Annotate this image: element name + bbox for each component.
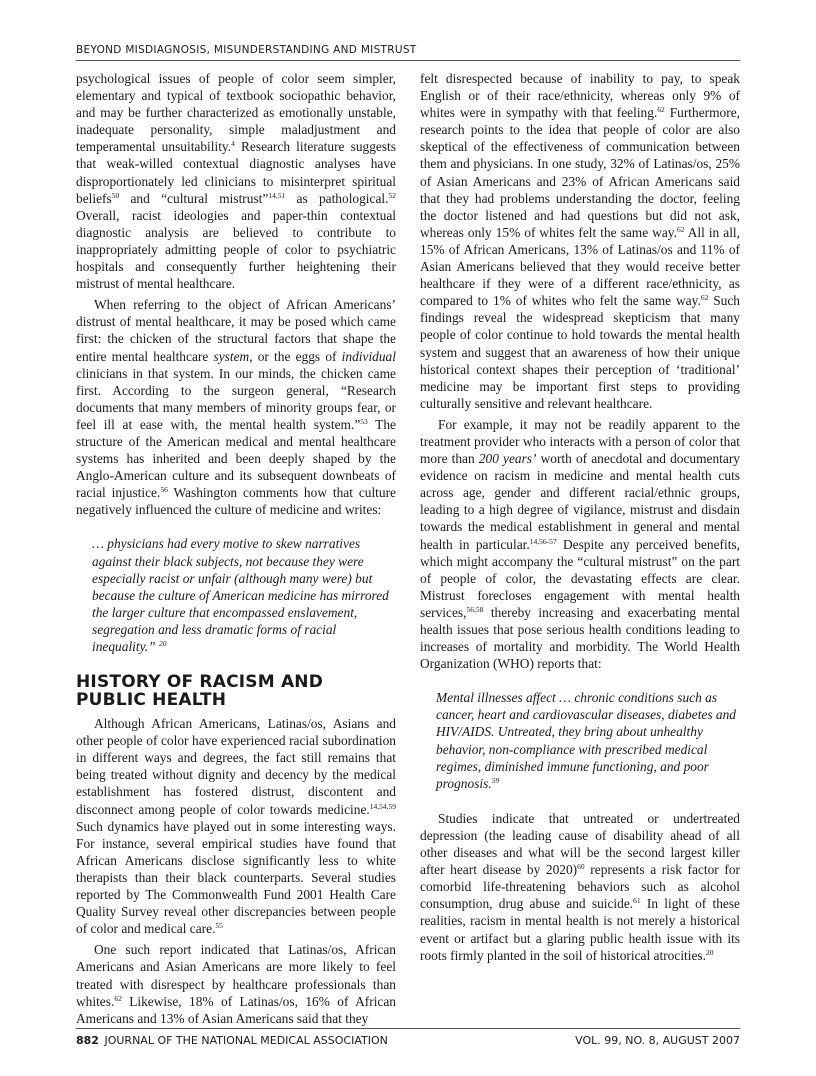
text-run: Although African Americans, Latinas/os, Asians and other people of color have experienced racial subordination in different ways and degrees, the fact still remains that being treated without dignity and decency by the medical establishment has fostered distrust, discontent and disconnect among people of color towards medicine. [76, 716, 396, 817]
block-quote [92, 535, 396, 655]
text-run: For example, it may not be readily apparent to the treatment provider who interacts with a person of color that more than [420, 416, 740, 467]
citation-ref: 20 [158, 639, 167, 648]
section-heading [76, 673, 396, 709]
footer-rule [76, 1028, 740, 1029]
text-run: felt disrespected because of inability to pay, to speak English or of their race/ethnicity, whereas only 9% of whites were in sympathy with that feeling. [420, 71, 740, 121]
citation-ref: 56,58 [466, 604, 484, 614]
quote-text: Mental illnesses affect … chronic conditions such as cancer, heart and cardiovascular diseases, diabetes and HIV/AIDS. Untreated, they bring about unhealthy behavior, non-compliance with prescribed medical regimes, diminished immune functioning, and poor prognosis. [436, 690, 736, 791]
body-paragraph [420, 70, 740, 412]
footer-issue: VOL. 99, NO. 8, AUGUST 2007 [575, 1034, 740, 1047]
text-run: Overall, racist ideologies and paper-thin contextual diagnostic analysis are believed to contribute to inappropriately admitting people of color to psychiatric hospitals and consequently further heightening their mistrust of mental healthcare. [76, 207, 396, 292]
text-run: Washington comments how that culture negatively influenced the culture of medicine and writes: [76, 485, 397, 518]
header-rule [76, 60, 740, 61]
emphasis: 200 years’ [478, 451, 537, 467]
citation-ref: 62 [657, 105, 665, 115]
journal-name: JOURNAL OF THE NATIONAL MEDICAL ASSOCIATION [104, 1034, 388, 1047]
text-run: Research literature suggests that weak-willed contextual diagnostic analyses have disproportionately led clinicians to misinterpret spiritual beliefs [76, 139, 396, 206]
citation-ref: 14,56-57 [529, 536, 557, 546]
block-quote [436, 689, 740, 792]
text-run: thereby increasing and exacerbating mental health issues that pose serious health conditions leading to increases of mortality and morbidity. The World Health Organization (WHO) reports that: [420, 604, 740, 672]
text-run: Furthermore, research points to the idea that people of color are also skeptical of the effectiveness of communication between them and physicians. In one study, 32% of Latinas/os, 25% of Asian Americans and 23% of African Americans said that they had problems understanding the doctor, feeling the doctor listened and had questions but did not ask, whereas only 15% of whites felt the same way. [420, 105, 740, 240]
right-column [420, 70, 740, 964]
citation-ref: 56 [160, 485, 168, 495]
citation-ref: 14,51 [268, 190, 286, 200]
body-paragraph [420, 416, 740, 672]
emphasis: system [213, 348, 250, 364]
citation-ref: 53 [360, 416, 368, 426]
text-run: Such findings reveal the widespread skepticism that many people of color continue to hold towards the mental health system and suggest that an awareness of how their unique historical context shapes their perception of ‘traditional’ medicine may be important first steps to providing culturally sensitive and relevant healthcare. [420, 293, 740, 411]
text-run: In light of these realities, racism in mental health is not merely a historical event or artifact but a glaring public health issue with its roots firmly planted in the soil of historical atrocities. [420, 896, 740, 963]
body-paragraph [76, 715, 396, 937]
text-run: clinicians in that system. In our minds, the chicken came first. According to the surgeon general, “Research documents that many members of minority groups fear, or feel ill at ease with, the mental health system.” [76, 365, 396, 432]
footer-journal [76, 1034, 388, 1047]
citation-ref: 62 [114, 993, 122, 1003]
text-run: Studies indicate that untreated or undertreated depression (the leading cause of disability ahead of all other diseases and what will be the second largest killer after heart disease by 2020) [420, 810, 740, 878]
text-run: as pathological. [285, 190, 389, 206]
citation-ref: 4 [231, 139, 235, 149]
page-number: 882 [76, 1034, 99, 1047]
text-run: Such dynamics have played out in some interesting ways. For instance, several empirical studies have found that African Americans disclose significantly less to white therapists than their black counterparts. Several studies reported by The Commonwealth Fund 2001 Health Care Quality Survey reveal other discrepancies between people of color and medical care. [76, 818, 396, 937]
heading-line: HISTORY OF RACISM AND [76, 672, 324, 693]
body-paragraph [76, 296, 396, 518]
text-run: The structure of the American medical and mental healthcare systems has inherited and been deeply shaped by the Anglo-American culture and its subsequent downbeats of racial injustice. [76, 416, 396, 501]
text-run: represents a risk factor for comorbid life-threatening behaviors such as alcohol consumption, drug abuse and suicide. [420, 862, 740, 912]
text-run: , or the eggs of [249, 348, 342, 364]
body-paragraph [420, 810, 740, 964]
citation-ref: 62 [700, 293, 709, 303]
text-run: All in all, 15% of African Americans, 13% of Latinas/os and 11% of Asian Americans believed that they would receive better healthcare if they were of a different race/ethnicity, as compared to 1% of whites who felt the same way. [420, 224, 740, 309]
citation-ref: 52 [388, 190, 396, 200]
text-run: psychological issues of people of color seem simpler, elementary and typical of textbook sociopathic behavior, and may be further characterized as emotionally unstable, inadequate personality, simple maladjustment and temperamental unsuitability. [76, 71, 396, 155]
citation-ref: 62 [676, 224, 685, 234]
text-run: One such report indicated that Latinas/os, African Americans and Asian Americans are more likely to feel treated with disrespect by healthcare professionals than whites. [76, 942, 396, 1009]
quote-text: … physicians had every motive to skew narratives against their black subjects, not because they were especially racist or unfair (although many were) but because the culture of American medicine has mirrored the larger culture that encompassed enslavement, segregation and less dramatic forms of racial inequality.” [92, 536, 389, 654]
left-column [76, 70, 396, 1027]
text-run: Likewise, 18% of Latinas/os, 16% of African Americans and 13% of Asian Americans said that they [76, 993, 396, 1026]
citation-ref: 61 [633, 896, 641, 906]
text-run: When referring to the object of African Americans’ distrust of mental healthcare, it may be posed which came first: the chicken of the structural factors that shape the entire mental healthcare [76, 297, 396, 364]
text-run: Despite any perceived benefits, which might accompany the “cultural mistrust” on the part of people of color, the devastating effects are clear. Mistrust forecloses engagement with mental health services, [420, 536, 740, 620]
citation-ref: 50 [111, 190, 120, 200]
citation-ref: 20 [705, 947, 714, 957]
text-run: and “cultural mistrust” [119, 190, 269, 206]
heading-line: PUBLIC HEALTH [76, 690, 227, 711]
body-paragraph [76, 941, 396, 1026]
running-head: BEYOND MISDIAGNOSIS, MISUNDERSTANDING AND MISTRUST [76, 44, 417, 56]
body-paragraph [76, 70, 396, 292]
emphasis: individual [341, 348, 396, 364]
citation-ref: 60 [577, 862, 585, 872]
citation-ref: 55 [215, 921, 223, 931]
text-run: worth of anecdotal and documentary evidence on racism in medicine and mental health cuts across age, gender and different racial/ethnic groups, leading to a high degree of vigilance, mistrust and disdain towards the medical establishment in general and mental health in particular. [420, 451, 741, 552]
citation-ref: 59 [491, 775, 500, 785]
citation-ref: 14,54,59 [369, 801, 396, 811]
